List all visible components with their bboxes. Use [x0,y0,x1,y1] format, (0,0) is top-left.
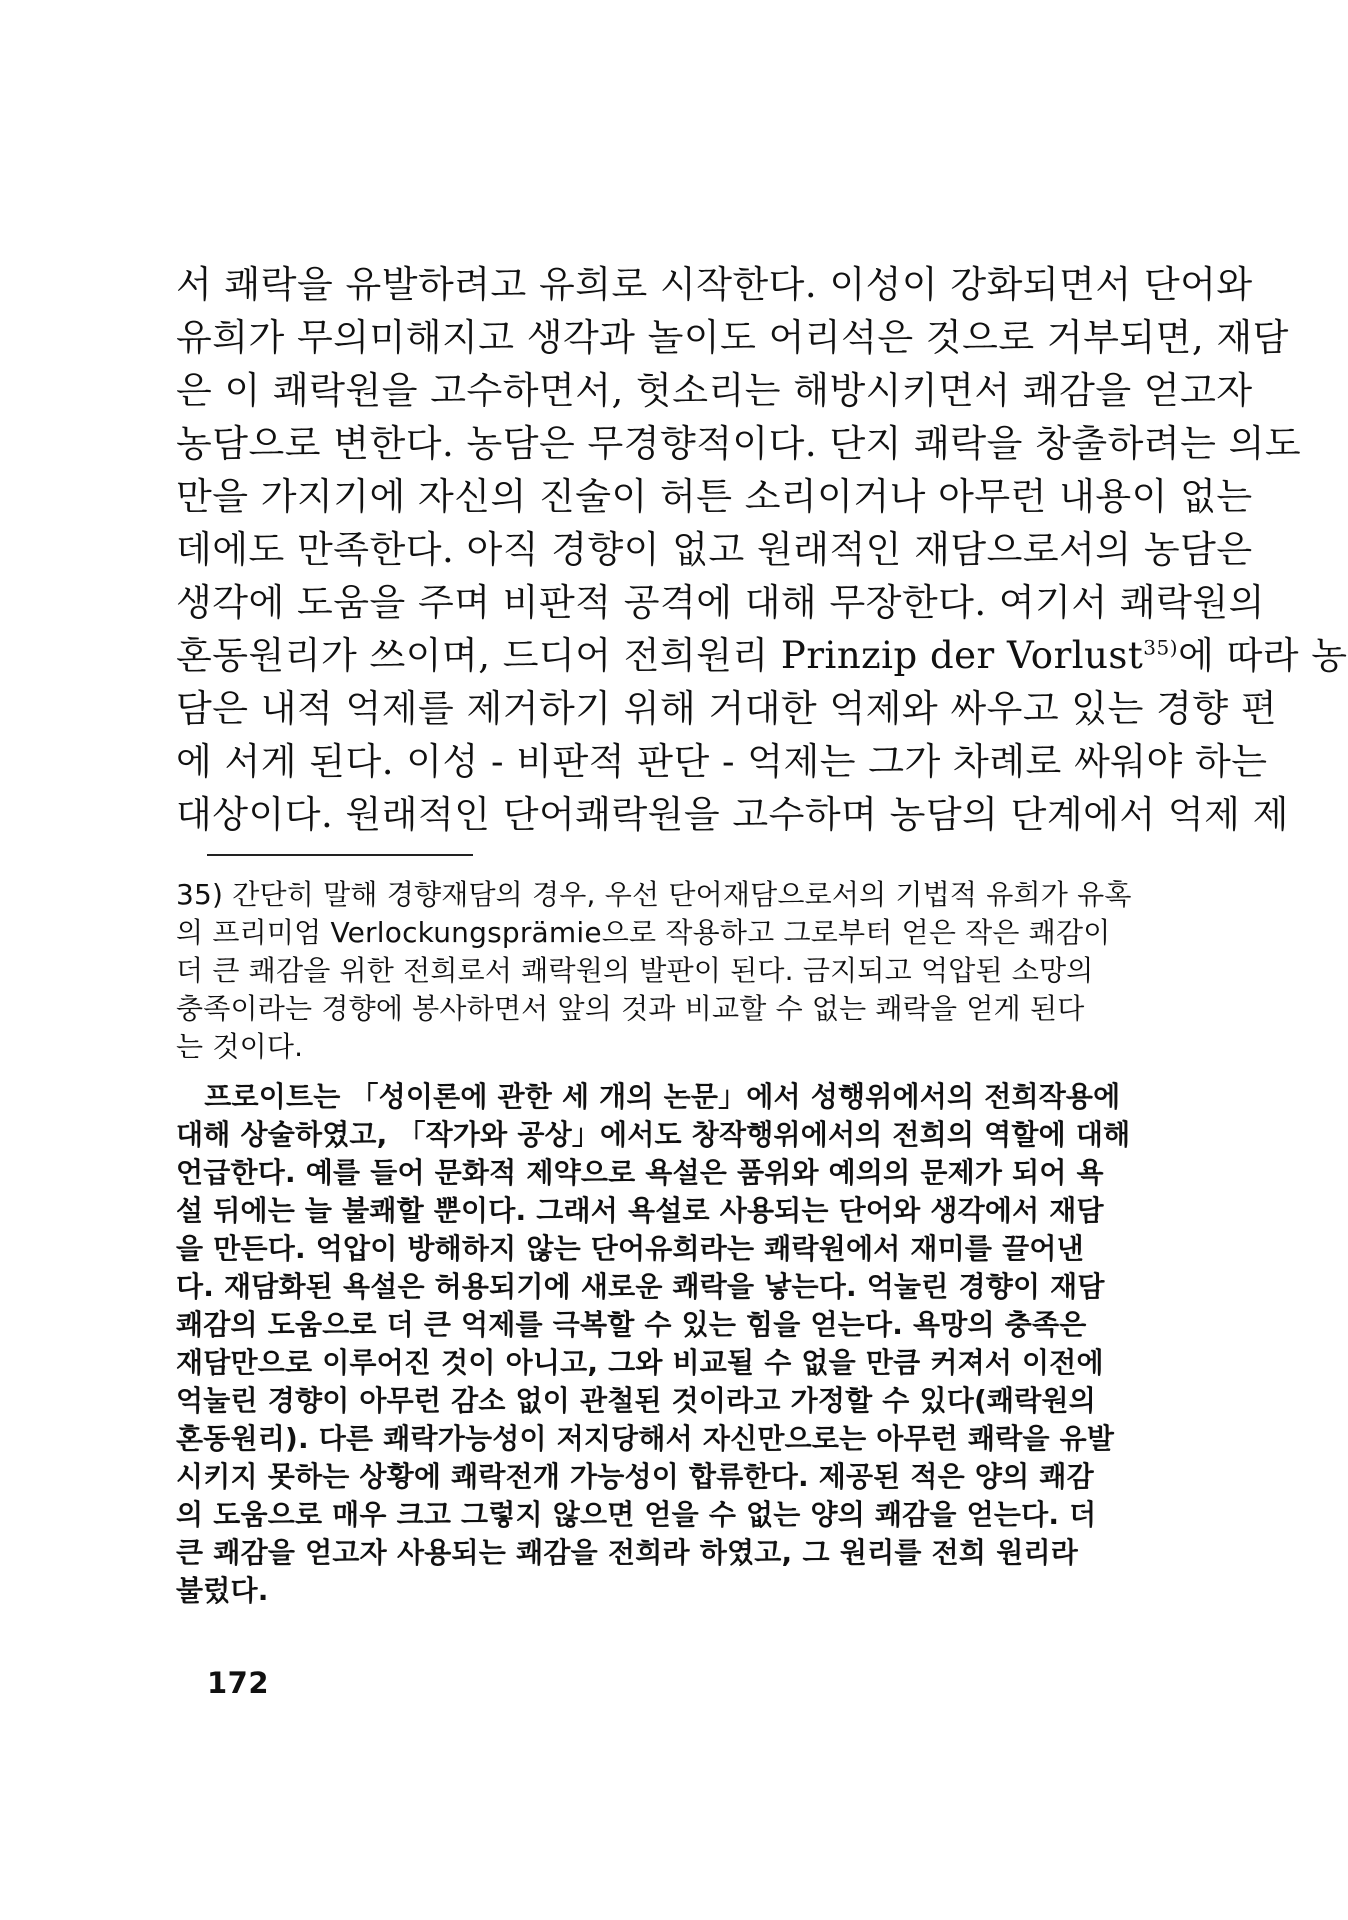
body-line: 에 서게 된다. 이성 - 비판적 판단 - 억제는 그가 차례로 싸워야 하는 [176,740,1268,783]
footnote-line: 언급한다. 예를 들어 문화적 제약으로 욕설은 품위와 예의의 문제가 되어 욕 [176,1156,1104,1189]
body-line: 담은 내적 억제를 제거하기 위해 거대한 억제와 싸우고 있는 경향 편 [176,687,1278,730]
footnote-line: 프로이트는 「성이론에 관한 세 개의 논문」에서 성행위에서의 전희작용에 [176,1080,1121,1113]
body-line: 생각에 도움을 주며 비판적 공격에 대해 무장한다. 여기서 쾌락원의 [176,581,1265,624]
page-number: 172 [207,1666,270,1700]
body-line: 데에도 만족한다. 아직 경향이 없고 원래적인 재담으로서의 농담은 [176,528,1253,571]
body-line: 서 쾌락을 유발하려고 유희로 시작한다. 이성이 강화되면서 단어와 [176,263,1253,306]
body-line: 대상이다. 원래적인 단어쾌락원을 고수하며 농담의 단계에서 억제 제 [176,793,1289,836]
footnote-line: 설 뒤에는 늘 불쾌할 뿐이다. 그래서 욕설로 사용되는 단어와 생각에서 재담 [176,1194,1104,1227]
footnote-line: 재담만으로 이루어진 것이 아니고, 그와 비교될 수 없을 만큼 커져서 이전에 [176,1346,1104,1379]
body-line: 만을 가지기에 자신의 진술이 허튼 소리이거나 아무런 내용이 없는 [176,475,1253,518]
footnote-line: 35) 간단히 말해 경향재담의 경우, 우선 단어재담으로서의 기법적 유희가 유혹 [176,878,1132,911]
footnote-line: 혼동원리). 다른 쾌락가능성이 저지당해서 자신만으로는 아무런 쾌락을 유발 [176,1422,1115,1455]
footnote-line: 의 도움으로 매우 크고 그렇지 않으면 얻을 수 없는 양의 쾌감을 얻는다. 더 [176,1498,1097,1531]
footnote-line: 불렀다. [176,1574,269,1607]
body-line: 유희가 무의미해지고 생각과 놀이도 어리석은 것으로 거부되면, 재담 [176,316,1289,359]
footnote-line: 충족이라는 경향에 봉사하면서 앞의 것과 비교할 수 없는 쾌락을 얻게 된다 [176,992,1085,1025]
footnote-line: 쾌감의 도움으로 더 큰 억제를 극복할 수 있는 힘을 얻는다. 욕망의 충족은 [176,1308,1087,1341]
footnote-line: 시키지 못하는 상황에 쾌락전개 가능성이 합류한다. 제공된 적은 양의 쾌감 [176,1460,1094,1493]
footnote-reference: 35) [1143,635,1179,660]
footnote-line: 대해 상술하였고, 「작가와 공상」에서도 창작행위에서의 전희의 역할에 대해 [176,1118,1131,1151]
footnote-line: 을 만든다. 억압이 방해하지 않는 단어유희라는 쾌락원에서 재미를 끌어낸 [176,1232,1084,1265]
body-text [176,258,1348,841]
body-line: 은 이 쾌락원을 고수하면서, 헛소리는 해방시키면서 쾌감을 얻고자 [176,369,1253,412]
body-line: 농담으로 변한다. 농담은 무경향적이다. 단지 쾌락을 창출하려는 의도 [176,422,1302,465]
body-line-with-footnote-ref [176,629,1348,682]
body-line-segment: 에 따라 농 [1178,634,1348,677]
footnote-line: 억눌린 경향이 아무런 감소 없이 관철된 것이라고 가정할 수 있다(쾌락원의 [176,1384,1096,1417]
body-line-segment: 혼동원리가 쓰이며, 드디어 전희원리 Prinzip der Vorlust [176,634,1144,677]
footnote [176,876,1132,1610]
footnote-line: 의 프리미엄 Verlockungsprämie으로 작용하고 그로부터 얻은 작은 쾌감이 [176,916,1111,949]
footnote-line: 다. 재담화된 욕설은 허용되기에 새로운 쾌락을 낳는다. 억눌린 경향이 재담 [176,1270,1105,1303]
footnote-paragraph [176,876,1132,1066]
footnote-paragraph [176,1078,1131,1610]
footnote-divider [207,854,473,856]
footnote-line: 는 것이다. [176,1030,304,1063]
footnote-line: 큰 쾌감을 얻고자 사용되는 쾌감을 전희라 하였고, 그 원리를 전희 원리라 [176,1536,1078,1569]
footnote-line: 더 큰 쾌감을 위한 전희로서 쾌락원의 발판이 된다. 금지되고 억압된 소망의 [176,954,1094,987]
